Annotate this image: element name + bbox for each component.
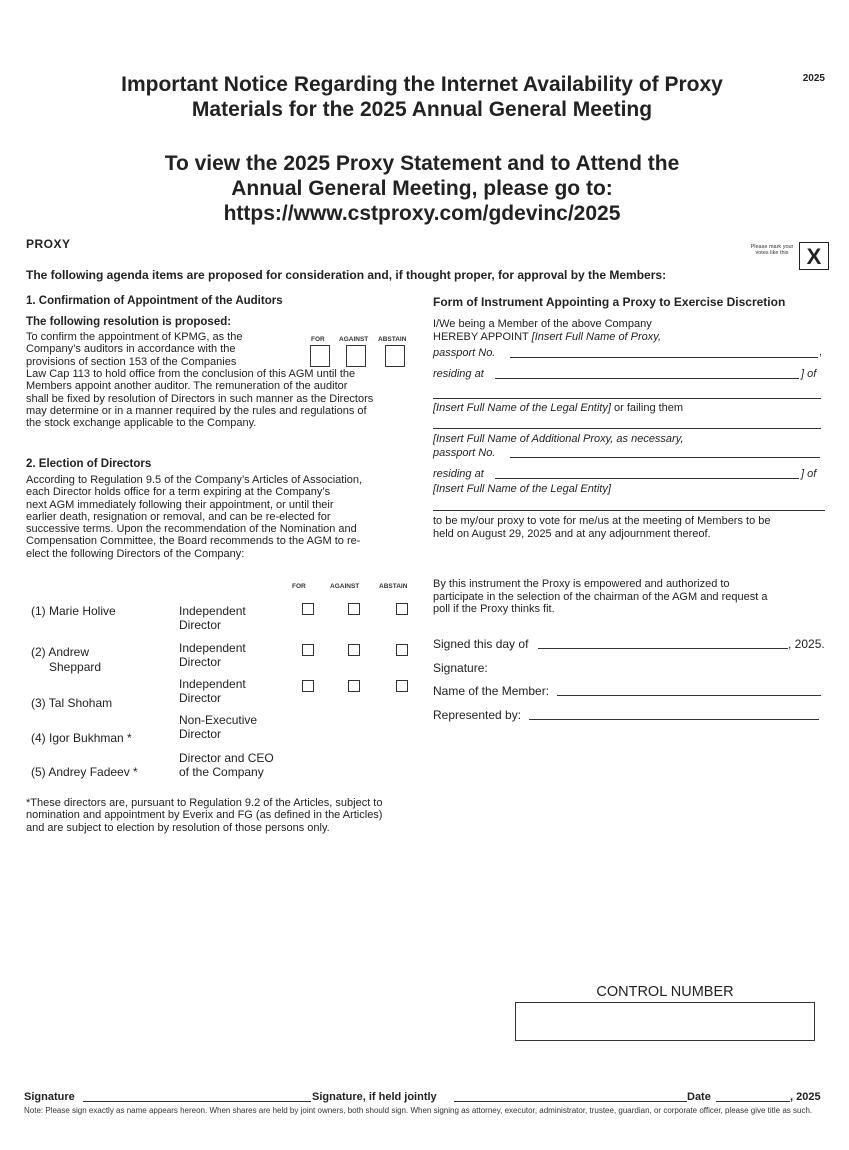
director-3-abstain-checkbox[interactable] [396,680,408,692]
mark-example-box: X [799,242,829,270]
year-label: 2025 [802,73,825,84]
notice-title [60,72,784,122]
legal-entity-line: [Insert Full Name of the Legal Entity] or failing them [433,402,684,414]
date-label: Date [687,1091,711,1103]
item1-line: Company’s auditors in accordance with the [26,343,236,356]
passport-label: passport No. [433,347,496,359]
item1-title: 1. Confirmation of Appointment of the Auditors [26,295,283,307]
director-1-abstain-checkbox[interactable] [396,603,408,615]
signed-day-field[interactable] [538,648,788,649]
footnote-line: and are subject to election by resolution of those persons only. [26,821,330,834]
item1-for-header: FOR [311,336,325,343]
item1-line: shall be fixed by resolution of Directors in such manner as the Directors [26,392,374,405]
footnote-line: *These directors are, pursuant to Regulation 9.2 of the Articles, subject to [26,797,383,809]
control-number-label: CONTROL NUMBER [596,984,734,1000]
director-name: (1) Marie Holive [31,604,116,618]
represented-by-field[interactable] [529,719,819,720]
footnote-line: nomination and appointment by Everix and FG (as defined in the Articles) [26,809,383,822]
signature-label: Signature [24,1091,75,1103]
director-role: Independent Director [179,641,246,669]
notice-title-line1: Important Notice Regarding the Internet Availability of Proxy [121,73,723,96]
item2-line: elect the following Directors of the Company: [26,547,245,560]
bottom-signature-row [24,1091,826,1103]
director-role: Director and CEO of the Company [179,751,274,779]
item1-line: may determine or in a manner required by the rules and regulations of [26,404,367,417]
legal-entity-label: [Insert Full Name of the Legal Entity] [433,483,611,495]
director-name: (2) Andrew Sheppard [31,645,102,674]
director-2-for-checkbox[interactable] [302,644,314,656]
item1-line: the stock exchange applicable to the Company. [26,417,257,430]
director-2-against-checkbox[interactable] [348,644,360,656]
director-3-for-checkbox[interactable] [302,680,314,692]
directors-abstain-header: ABSTAIN [379,583,408,590]
member-name-label: Name of the Member: [433,684,550,698]
item2-line: each Director holds office for a term expiring at the Company’s [26,486,331,499]
director-2-abstain-checkbox[interactable] [396,644,408,656]
director-role: Independent Director [179,604,246,632]
agenda-intro: The following agenda items are proposed for consideration and, if thought proper, for approval by the Members: [26,268,667,282]
item1-against-checkbox[interactable] [346,345,366,367]
view-line2: Annual General Meeting, please go to: [231,177,613,200]
additional-passport-field[interactable] [510,457,820,458]
view-instructions [60,151,784,226]
director-name: (5) Andrey Fadeev * [31,765,138,779]
item2-line: earlier death, resignation or removal, and can be re-elected for [26,510,331,523]
proxy-label: PROXY [26,237,71,251]
item2-line: According to Regulation 9.5 of the Company’s Articles of Association, [26,474,363,486]
additional-proxy-field[interactable] [433,428,821,429]
of-label: ] of [801,368,817,380]
proxy-name-field[interactable] [433,398,821,399]
residing-label: residing at [433,468,484,480]
signing-note: Note: Please sign exactly as name appears hereon. When shares are held by joint owners, both should sign. When signing as attorney, executor, administrator, trustee, guardian, or corporate officer, please give title as such. [24,1106,813,1115]
item1-line: Members appoint another auditor. The remuneration of the auditor [26,380,348,393]
proxy-passport-field[interactable] [510,357,818,358]
residing-label: residing at [433,368,484,380]
director-3-against-checkbox[interactable] [348,680,360,692]
directors-against-header: AGAINST [330,583,360,590]
of-label: ] of [801,468,817,480]
item1-line: To confirm the appointment of KPMG, as the [26,331,243,343]
item1-abstain-header: ABSTAIN [378,336,407,343]
proxy-residing-field[interactable] [495,378,799,379]
signature-field[interactable] [83,1101,311,1102]
member-name-field[interactable] [557,695,821,696]
signature-label: Signature: [433,661,488,675]
director-1-for-checkbox[interactable] [302,603,314,615]
proxy-url-link[interactable]: https://www.cstproxy.com/gdevinc/2025 [223,202,621,225]
proxy-vote-text: to be my/our proxy to vote for me/us at the meeting of Members to be held on August 29, 2025 and at any adjournment thereof. [433,515,771,540]
joint-signature-label: Signature, if held jointly [312,1091,437,1103]
date-field[interactable] [716,1101,790,1102]
directors-for-header: FOR [292,583,306,590]
empower-text: By this instrument the Proxy is empowered and authorized to participate in the selection of the chairman of the AGM and request a poll if the Proxy thinks fit. [433,578,768,615]
item2-title: 2. Election of Directors [26,458,152,470]
director-role: Independent Director [179,677,246,705]
director-1-against-checkbox[interactable] [348,603,360,615]
item1-for-checkbox[interactable] [310,345,330,367]
additional-proxy-label: [Insert Full Name of Additional Proxy, as necessary, [433,433,684,445]
form-line2: HEREBY APPOINT [Insert Full Name of Proxy, [433,331,662,343]
notice-title-line2: Materials for the 2025 Annual General Meeting [191,98,653,121]
signed-year: , 2025. [788,637,825,651]
form-title: Form of Instrument Appointing a Proxy to Exercise Discretion [433,295,786,309]
item1-abstain-checkbox[interactable] [385,345,405,367]
joint-signature-field[interactable] [454,1101,687,1102]
legal-entity-field[interactable] [433,510,825,511]
director-role: Non-Executive Director [179,713,258,741]
item2-line: successive terms. Upon the recommendation of the Nomination and [26,523,357,536]
director-name: (3) Tal Shoham [31,696,113,710]
item1-line: Law Cap 113 to hold office from the conclusion of this AGM until the [26,368,356,380]
signed-day-label: Signed this day of [433,637,529,651]
view-line1: To view the 2025 Proxy Statement and to Attend the [164,152,680,175]
item2-line: next AGM immediately following their appointment, or until their [26,498,334,511]
item1-against-header: AGAINST [339,336,369,343]
item2-line: Compensation Committee, the Board recommends to the AGM to re- [26,535,361,548]
represented-by-label: Represented by: [433,708,522,722]
passport-label: passport No. [433,447,496,459]
mark-hint: Please mark your votes like this [750,244,794,256]
control-number-box[interactable] [515,1002,815,1041]
director-name: (4) Igor Bukhman * [31,731,132,745]
additional-residing-field[interactable] [495,478,799,479]
form-line1: I/We being a Member of the above Company [433,318,652,330]
item1-line: provisions of section 153 of the Companies [26,355,237,368]
date-year: , 2025 [790,1091,821,1103]
item1-subtitle: The following resolution is proposed: [26,316,232,328]
